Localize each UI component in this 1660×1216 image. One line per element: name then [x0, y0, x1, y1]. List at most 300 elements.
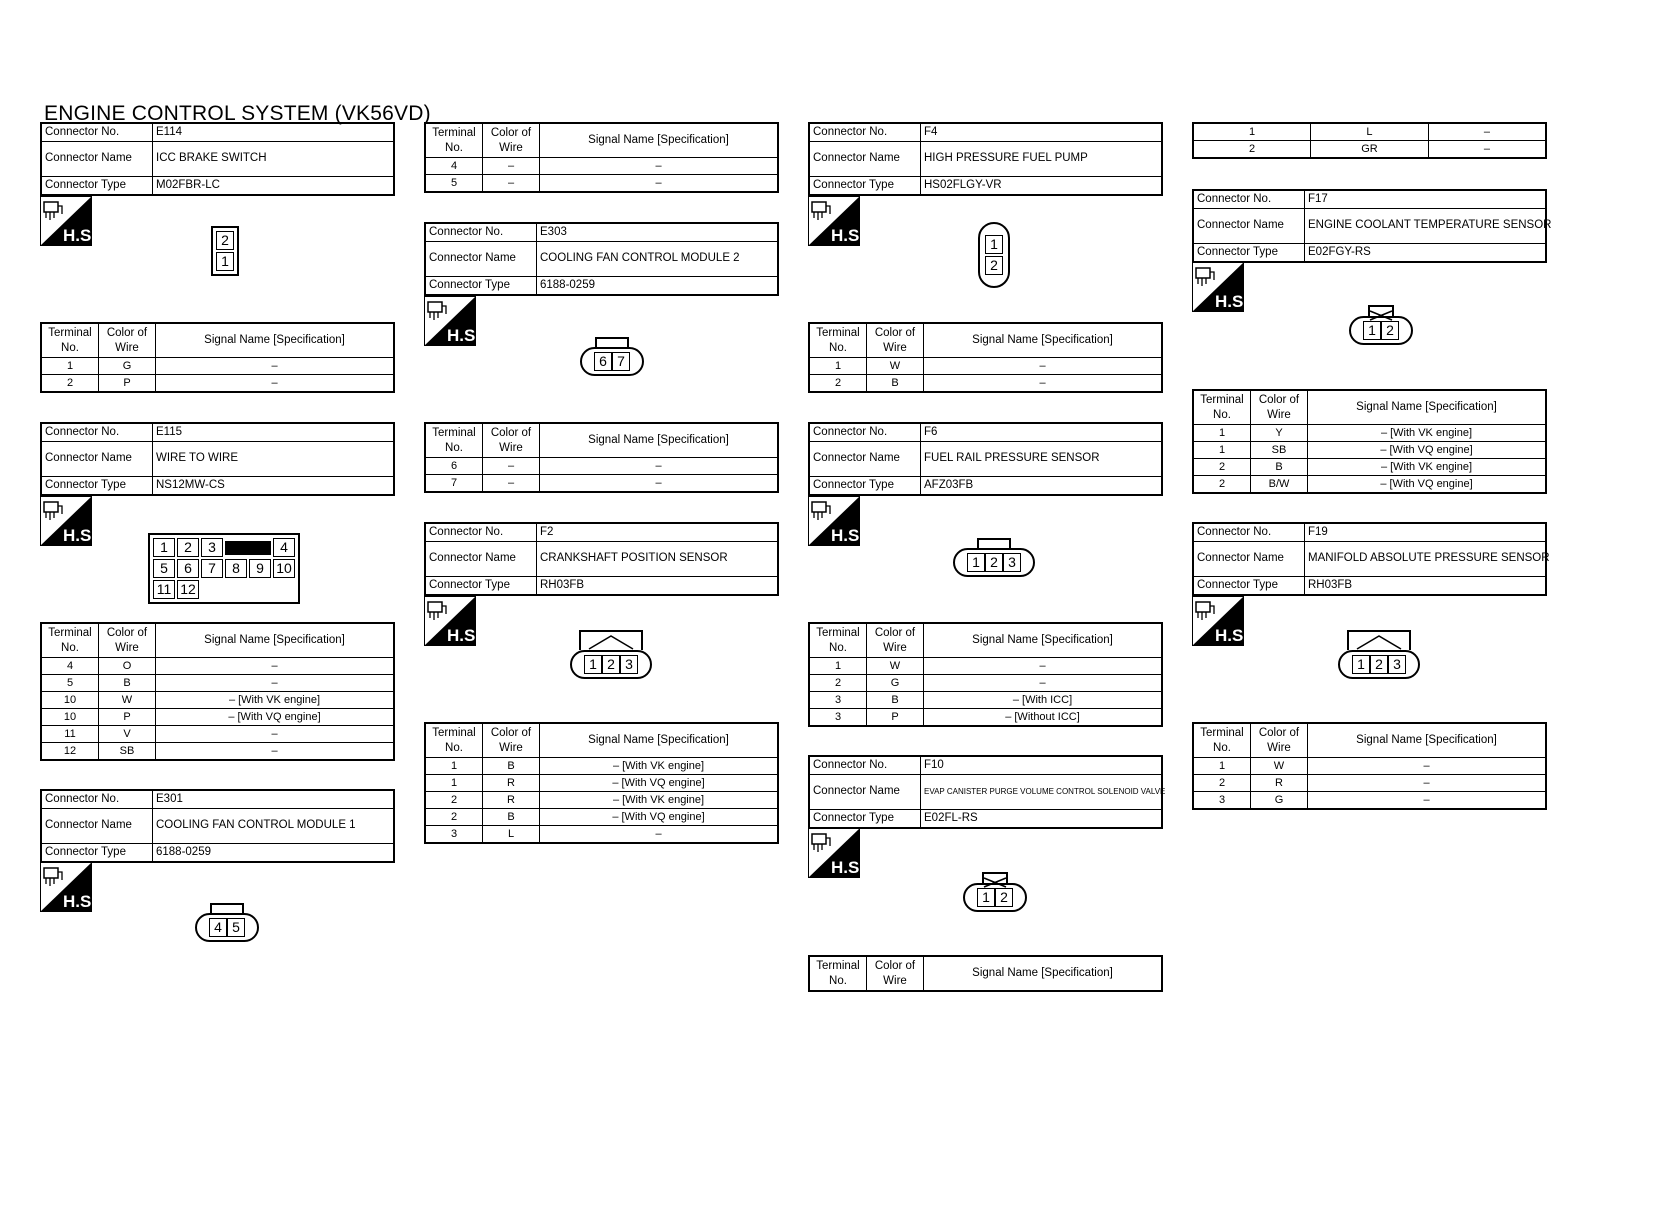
- connector-no-label: Connector No.: [809, 423, 921, 442]
- signal-name-header: Signal Name [Specification]: [540, 723, 779, 758]
- connector-info-table: [1192, 522, 1550, 596]
- terminal-no-cell: 2: [41, 375, 99, 393]
- connector-pin: 1: [977, 888, 995, 907]
- terminal-no-header: Terminal No.: [425, 423, 483, 458]
- connector-latch: [210, 903, 244, 913]
- connector-type-value: RH03FB: [537, 577, 779, 596]
- signal-name-cell: – [With VK engine]: [1308, 425, 1547, 442]
- connector-type-label: Connector Type: [41, 477, 153, 496]
- signal-name-cell: –: [156, 726, 395, 743]
- signal-name-cell: –: [156, 658, 395, 675]
- table-row: [1193, 442, 1546, 459]
- connector-name-label: Connector Name: [425, 242, 537, 277]
- wire-color-cell: G: [99, 358, 156, 375]
- terminal-table: [40, 622, 395, 761]
- connector-latch: [1368, 305, 1394, 316]
- wire-color-cell: O: [99, 658, 156, 675]
- signal-name-cell: –: [540, 475, 779, 493]
- connector-type-label: Connector Type: [809, 177, 921, 196]
- table-row: [1193, 123, 1546, 141]
- terminal-no-cell: 2: [1193, 459, 1251, 476]
- connector-pin: 8: [225, 559, 247, 578]
- harness-side-badge: [424, 596, 481, 646]
- connector-name-value: COOLING FAN CONTROL MODULE 1: [153, 809, 395, 844]
- table-row: [425, 792, 778, 809]
- connector-no-label: Connector No.: [425, 523, 537, 542]
- wire-color-cell: R: [483, 775, 540, 792]
- connector-pin: 2: [602, 655, 620, 674]
- terminal-no-cell: 5: [425, 175, 483, 193]
- signal-name-header: Signal Name [Specification]: [540, 123, 779, 158]
- terminal-no-cell: 2: [1193, 476, 1251, 494]
- connector-diagram: [978, 222, 1010, 288]
- connector-pin: 3: [1003, 553, 1021, 572]
- connector-name-label: Connector Name: [425, 542, 537, 577]
- terminal-no-cell: 7: [425, 475, 483, 493]
- connector-pin: 5: [227, 918, 245, 937]
- signal-name-cell: – [With ICC]: [924, 692, 1163, 709]
- hs-label: H.S.: [63, 892, 97, 911]
- terminal-no-header: Terminal No.: [41, 323, 99, 358]
- connector-body: [963, 883, 1027, 912]
- connector-name-value: ICC BRAKE SWITCH: [153, 142, 395, 177]
- connector-face: [580, 337, 644, 376]
- connector-pin: 1: [1352, 655, 1370, 674]
- connector-no-value: F4: [921, 123, 1163, 142]
- connector-body: [195, 913, 259, 942]
- hs-label: H.S.: [831, 526, 865, 545]
- terminal-no-cell: 1: [1193, 425, 1251, 442]
- color-of-wire-header: Color of Wire: [1251, 723, 1308, 758]
- color-of-wire-header: Color of Wire: [99, 623, 156, 658]
- connector-latch: [595, 337, 629, 347]
- connector-name-label: Connector Name: [1193, 542, 1305, 577]
- wire-color-cell: B: [1251, 459, 1308, 476]
- table-row: [809, 675, 1162, 692]
- terminal-no-cell: 11: [41, 726, 99, 743]
- connector-pin: 10: [273, 559, 295, 578]
- hs-label: H.S.: [63, 226, 97, 245]
- connector-latch: [982, 872, 1008, 883]
- terminal-table: [424, 122, 779, 193]
- wire-color-cell: L: [483, 826, 540, 844]
- connector-pin: 2: [985, 256, 1003, 275]
- terminal-no-cell: 1: [1193, 123, 1311, 141]
- connector-no-value: F10: [921, 756, 1163, 775]
- key-mark-icon: [581, 632, 641, 650]
- color-of-wire-header: Color of Wire: [867, 956, 924, 991]
- connector-info-table: [424, 522, 779, 596]
- terminal-no-cell: 2: [809, 675, 867, 692]
- terminal-table: [808, 322, 1163, 393]
- connector-pin: 7: [201, 559, 223, 578]
- signal-name-cell: –: [156, 743, 395, 761]
- connector-pin: 6: [177, 559, 199, 578]
- table-row: [41, 709, 394, 726]
- terminal-no-cell: 10: [41, 692, 99, 709]
- hs-label: H.S.: [831, 858, 865, 877]
- connector-type-label: Connector Type: [425, 577, 537, 596]
- harness-side-badge: [1192, 262, 1249, 312]
- connector-name-label: Connector Name: [41, 442, 153, 477]
- key-mark-icon: [1349, 632, 1409, 650]
- terminal-no-cell: 12: [41, 743, 99, 761]
- connector-face: [1349, 305, 1413, 345]
- table-row: [41, 675, 394, 692]
- connector-name-value: CRANKSHAFT POSITION SENSOR: [537, 542, 779, 577]
- connector-type-label: Connector Type: [809, 810, 921, 829]
- connector-pin: 2: [1381, 321, 1399, 340]
- wire-color-cell: –: [483, 458, 540, 475]
- terminal-no-header: Terminal No.: [1193, 723, 1251, 758]
- terminal-table: [808, 955, 1163, 992]
- connector-no-value: F6: [921, 423, 1163, 442]
- connector-no-label: Connector No.: [809, 756, 921, 775]
- connector-no-value: E115: [153, 423, 395, 442]
- connector-no-value: F17: [1305, 190, 1547, 209]
- signal-name-cell: –: [540, 826, 779, 844]
- connector-info-table: [808, 422, 1163, 496]
- signal-name-cell: –: [1308, 775, 1547, 792]
- table-row: [1193, 459, 1546, 476]
- harness-side-badge: [1192, 596, 1249, 646]
- harness-side-badge: [808, 496, 865, 546]
- hs-label: H.S.: [447, 626, 481, 645]
- connector-type-label: Connector Type: [41, 177, 153, 196]
- connector-pin: 3: [620, 655, 638, 674]
- color-of-wire-header: Color of Wire: [483, 123, 540, 158]
- signal-name-cell: –: [540, 158, 779, 175]
- connector-diagram: [211, 226, 239, 276]
- signal-name-cell: –: [924, 358, 1163, 375]
- harness-side-icon: [808, 828, 865, 878]
- connector-latch: [1347, 630, 1411, 650]
- wire-color-cell: V: [99, 726, 156, 743]
- wire-color-cell: B/W: [1251, 476, 1308, 494]
- connector-pin: 2: [177, 538, 199, 557]
- table-row: [41, 358, 394, 375]
- signal-name-cell: –: [924, 658, 1163, 675]
- connector-pin: 1: [153, 538, 175, 557]
- signal-name-cell: –: [156, 675, 395, 692]
- harness-side-badge: [40, 862, 97, 912]
- signal-name-header: Signal Name [Specification]: [540, 423, 779, 458]
- harness-side-badge: [424, 296, 481, 346]
- connector-pin: 2: [985, 553, 1003, 572]
- wire-color-cell: P: [99, 709, 156, 726]
- connector-pin: 12: [177, 580, 199, 599]
- signal-name-cell: –: [924, 675, 1163, 692]
- wire-color-cell: W: [99, 692, 156, 709]
- connector-no-label: Connector No.: [809, 123, 921, 142]
- connector-type-label: Connector Type: [41, 844, 153, 863]
- connector-diagram: [1338, 630, 1420, 679]
- signal-name-cell: –: [924, 375, 1163, 393]
- table-row: [425, 175, 778, 193]
- table-row: [425, 458, 778, 475]
- table-row: [41, 375, 394, 393]
- connector-name-label: Connector Name: [809, 142, 921, 177]
- connector-type-label: Connector Type: [425, 277, 537, 296]
- terminal-no-cell: 10: [41, 709, 99, 726]
- connector-name-value: HIGH PRESSURE FUEL PUMP: [921, 142, 1163, 177]
- connector-face: [1338, 630, 1420, 679]
- hs-label: H.S.: [447, 326, 481, 345]
- terminal-no-header: Terminal No.: [809, 956, 867, 991]
- wire-color-cell: B: [483, 809, 540, 826]
- connector-no-label: Connector No.: [425, 223, 537, 242]
- connector-no-label: Connector No.: [1193, 523, 1305, 542]
- wire-color-cell: –: [483, 475, 540, 493]
- terminal-no-cell: 2: [1193, 775, 1251, 792]
- wire-color-cell: L: [1311, 123, 1429, 141]
- table-row: [809, 375, 1162, 393]
- harness-side-icon: [808, 496, 865, 546]
- connector-pin: 2: [216, 231, 234, 250]
- connector-name-value: COOLING FAN CONTROL MODULE 2: [537, 242, 779, 277]
- connector-no-value: E303: [537, 223, 779, 242]
- connector-no-label: Connector No.: [41, 790, 153, 809]
- terminal-no-cell: 4: [425, 158, 483, 175]
- signal-name-cell: – [With VK engine]: [540, 758, 779, 775]
- connector-name-value: WIRE TO WIRE: [153, 442, 395, 477]
- wire-color-cell: W: [867, 358, 924, 375]
- table-row: [425, 475, 778, 493]
- terminal-no-cell: 1: [425, 775, 483, 792]
- connector-type-value: 6188-0259: [153, 844, 395, 863]
- connector-body: [953, 548, 1035, 577]
- connector-pin: 6: [594, 352, 612, 371]
- signal-name-cell: – [With VQ engine]: [1308, 442, 1547, 459]
- table-row: [425, 158, 778, 175]
- harness-side-icon: [40, 862, 97, 912]
- connector-diagram: [148, 533, 300, 604]
- wire-color-cell: P: [99, 375, 156, 393]
- wire-color-cell: B: [867, 375, 924, 393]
- connector-diagram: [1349, 305, 1413, 345]
- wire-color-cell: Y: [1251, 425, 1308, 442]
- connector-type-value: M02FBR-LC: [153, 177, 395, 196]
- color-of-wire-header: Color of Wire: [483, 723, 540, 758]
- connector-face: [963, 872, 1027, 912]
- harness-side-icon: [808, 196, 865, 246]
- signal-name-cell: –: [1308, 758, 1547, 775]
- connector-latch: [977, 538, 1011, 548]
- table-row: [41, 743, 394, 761]
- connector-name-value: FUEL RAIL PRESSURE SENSOR: [921, 442, 1163, 477]
- connector-name-label: Connector Name: [809, 442, 921, 477]
- terminal-no-cell: 6: [425, 458, 483, 475]
- connector-info-table: [808, 755, 1166, 829]
- connector-pin: 3: [201, 538, 223, 557]
- signal-name-cell: –: [540, 458, 779, 475]
- color-of-wire-header: Color of Wire: [483, 423, 540, 458]
- connector-type-value: RH03FB: [1305, 577, 1547, 596]
- signal-name-header: Signal Name [Specification]: [156, 623, 395, 658]
- connector-pin: 1: [216, 252, 234, 271]
- terminal-no-cell: 3: [809, 709, 867, 727]
- page-title: ENGINE CONTROL SYSTEM (VK56VD): [44, 102, 431, 125]
- connector-pin: 1: [985, 235, 1003, 254]
- connector-face: [148, 533, 300, 604]
- connector-info-table: [424, 222, 779, 296]
- connector-pin: 1: [1363, 321, 1381, 340]
- color-of-wire-header: Color of Wire: [99, 323, 156, 358]
- terminal-no-cell: 1: [1193, 758, 1251, 775]
- table-row: [1193, 476, 1546, 494]
- table-row: [425, 826, 778, 844]
- connector-no-value: F19: [1305, 523, 1547, 542]
- connector-pin: [225, 541, 271, 555]
- connector-info-table: [40, 789, 395, 863]
- terminal-no-cell: 2: [425, 792, 483, 809]
- color-of-wire-header: Color of Wire: [1251, 390, 1308, 425]
- terminal-table: [808, 622, 1163, 727]
- connector-body: [570, 650, 652, 679]
- connector-no-value: F2: [537, 523, 779, 542]
- table-row: [41, 658, 394, 675]
- wire-color-cell: SB: [1251, 442, 1308, 459]
- signal-name-header: Signal Name [Specification]: [156, 323, 395, 358]
- connector-no-value: E114: [153, 123, 395, 142]
- terminal-table: [424, 422, 779, 493]
- terminal-no-cell: 2: [1193, 141, 1311, 159]
- wire-color-cell: SB: [99, 743, 156, 761]
- table-row: [425, 775, 778, 792]
- wire-color-cell: B: [99, 675, 156, 692]
- connector-name-label: Connector Name: [41, 142, 153, 177]
- connector-no-label: Connector No.: [41, 423, 153, 442]
- harness-side-badge: [40, 496, 97, 546]
- signal-name-cell: – [With VQ engine]: [1308, 476, 1547, 494]
- connector-diagram: [195, 903, 259, 942]
- terminal-table: [1192, 389, 1547, 494]
- harness-side-icon: [1192, 262, 1249, 312]
- connector-type-value: NS12MW-CS: [153, 477, 395, 496]
- terminal-no-header: Terminal No.: [809, 623, 867, 658]
- connector-face: [978, 222, 1010, 288]
- table-row: [809, 658, 1162, 675]
- harness-side-icon: [40, 196, 97, 246]
- connector-diagram: [953, 538, 1035, 577]
- harness-side-icon: [40, 496, 97, 546]
- table-row: [1193, 775, 1546, 792]
- connector-type-label: Connector Type: [1193, 244, 1305, 263]
- terminal-no-cell: 1: [41, 358, 99, 375]
- table-row: [41, 692, 394, 709]
- connector-latch: [579, 630, 643, 650]
- signal-name-cell: –: [156, 358, 395, 375]
- terminal-no-cell: 2: [425, 809, 483, 826]
- signal-name-cell: – [With VQ engine]: [156, 709, 395, 726]
- hs-label: H.S.: [831, 226, 865, 245]
- signal-name-header: Signal Name [Specification]: [924, 323, 1163, 358]
- connector-pin: 11: [153, 580, 175, 599]
- connector-type-label: Connector Type: [1193, 577, 1305, 596]
- connector-face: [195, 903, 259, 942]
- terminal-no-cell: 3: [1193, 792, 1251, 810]
- signal-name-cell: – [With VK engine]: [156, 692, 395, 709]
- connector-no-label: Connector No.: [1193, 190, 1305, 209]
- connector-type-value: E02FGY-RS: [1305, 244, 1547, 263]
- connector-name-value: ENGINE COOLANT TEMPERATURE SENSOR: [1305, 209, 1547, 244]
- connector-type-value: AFZ03FB: [921, 477, 1163, 496]
- connector-pin: 9: [249, 559, 271, 578]
- connector-pin: 5: [153, 559, 175, 578]
- connector-pin: 1: [584, 655, 602, 674]
- wire-color-cell: B: [483, 758, 540, 775]
- connector-body: [580, 347, 644, 376]
- wire-color-cell: –: [483, 158, 540, 175]
- terminal-no-cell: 1: [809, 658, 867, 675]
- wire-color-cell: R: [483, 792, 540, 809]
- terminal-table: [1192, 722, 1547, 810]
- connector-face: [570, 630, 652, 679]
- harness-side-icon: [1192, 596, 1249, 646]
- signal-name-cell: – [With VQ engine]: [540, 809, 779, 826]
- signal-name-header: Signal Name [Specification]: [924, 956, 1163, 991]
- wire-color-cell: P: [867, 709, 924, 727]
- wire-color-cell: R: [1251, 775, 1308, 792]
- connector-pin: 4: [209, 918, 227, 937]
- signal-name-cell: –: [540, 175, 779, 193]
- table-row: [809, 358, 1162, 375]
- connector-body: [1338, 650, 1420, 679]
- connector-info-table: [40, 122, 395, 196]
- terminal-table: [1192, 122, 1547, 159]
- table-row: [41, 726, 394, 743]
- terminal-no-cell: 3: [809, 692, 867, 709]
- table-row: [1193, 792, 1546, 810]
- signal-name-header: Signal Name [Specification]: [1308, 390, 1547, 425]
- wire-color-cell: G: [867, 675, 924, 692]
- signal-name-cell: – [With VK engine]: [540, 792, 779, 809]
- signal-name-header: Signal Name [Specification]: [924, 623, 1163, 658]
- wire-color-cell: W: [1251, 758, 1308, 775]
- wire-color-cell: G: [1251, 792, 1308, 810]
- terminal-no-cell: 3: [425, 826, 483, 844]
- signal-name-cell: –: [1308, 792, 1547, 810]
- terminal-no-cell: 1: [1193, 442, 1251, 459]
- connector-face: [953, 538, 1035, 577]
- connector-pin: 3: [1388, 655, 1406, 674]
- terminal-no-cell: 2: [809, 375, 867, 393]
- signal-name-cell: – [Without ICC]: [924, 709, 1163, 727]
- wire-color-cell: W: [867, 658, 924, 675]
- connector-name-label: Connector Name: [1193, 209, 1305, 244]
- wire-color-cell: –: [483, 175, 540, 193]
- connector-name-label: Connector Name: [41, 809, 153, 844]
- harness-side-badge: [808, 828, 865, 878]
- signal-name-cell: – [With VK engine]: [1308, 459, 1547, 476]
- connector-pin: 1: [967, 553, 985, 572]
- harness-side-icon: [424, 296, 481, 346]
- table-row: [809, 709, 1162, 727]
- terminal-no-header: Terminal No.: [425, 123, 483, 158]
- hs-label: H.S.: [1215, 626, 1249, 645]
- table-row: [1193, 425, 1546, 442]
- hs-label: H.S.: [63, 526, 97, 545]
- signal-name-header: Signal Name [Specification]: [1308, 723, 1547, 758]
- connector-pin: 4: [273, 538, 295, 557]
- connector-name-value: EVAP CANISTER PURGE VOLUME CONTROL SOLENOID VALVE: [921, 775, 1163, 810]
- connector-info-table: [808, 122, 1163, 196]
- terminal-table: [40, 322, 395, 393]
- terminal-no-header: Terminal No.: [1193, 390, 1251, 425]
- harness-side-icon: [424, 596, 481, 646]
- connector-pin: 2: [1370, 655, 1388, 674]
- table-row: [1193, 141, 1546, 159]
